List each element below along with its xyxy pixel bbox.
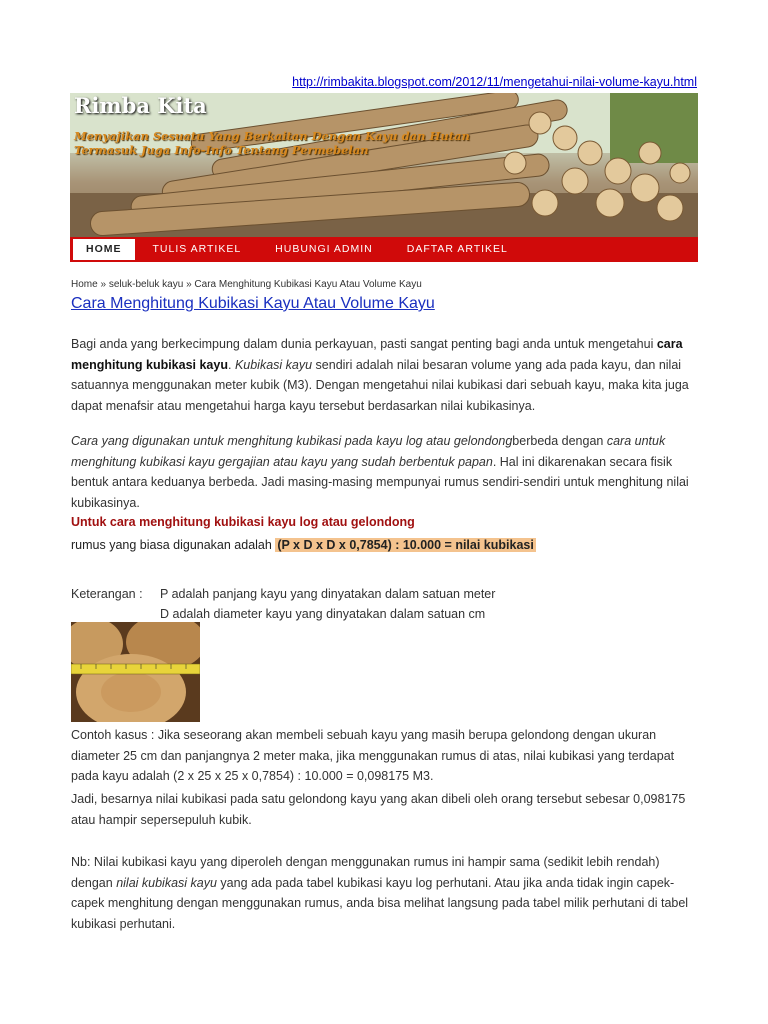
text: Bagi anda yang berkecimpung dalam dunia perkayuan, pasti sangat penting bagi anda untuk mengetahui (71, 337, 657, 351)
source-url-link[interactable]: http://rimbakita.blogspot.com/2012/11/mengetahui-nilai-volume-kayu.html (292, 75, 697, 89)
header-banner (70, 93, 698, 237)
breadcrumb-sep: » (100, 279, 107, 290)
log-measure-photo (71, 622, 200, 722)
bold-text: cara menghitung kubikasi kayu (71, 337, 683, 372)
nav-tulis-artikel[interactable]: TULIS ARTIKEL (152, 243, 242, 255)
text: Nb: Nilai kubikasi kayu yang diperoleh dengan menggunakan rumus ini hampir sama (sedikit lebih rendah) dengan (71, 855, 660, 890)
italic-text: Cara yang digunakan untuk menghitung kubikasi pada kayu log atau gelondong (71, 434, 513, 448)
paragraph-example: Contoh kasus : Jika seseorang akan membeli sebuah kayu yang masih berupa gelondong dengan ukuran diameter 25 cm dan panjangnya 2 meter maka, jika menggunakan rumus di atas, nilai kubikasi yang terdapat pada kayu adalah (2 x 25 x 25 x 0,7854) : 10.000 = 0,098175 M3. (71, 728, 675, 783)
paragraph-note (71, 852, 691, 934)
nav-home[interactable]: HOME (72, 238, 136, 261)
italic-text: Kubikasi kayu (234, 357, 313, 372)
tagline-line-1: Menyajikan Sesuatu Yang Berkaitan Dengan Kayu dan Hutan (74, 129, 470, 143)
formula-highlight: (P x D x D x 0,7854) : 10.000 = nilai kubikasi (277, 538, 534, 552)
text: sendiri adalah nilai besaran volume yang ada pada kayu, dan nilai satuannya menggunakan meter kubik (M3). Dengan mengetahui nilai kubikasi dari sebuah kayu, maka kita juga dapat menafsir atau mengetahui harga kayu tersebut berdasarkan nilai kubikasinya. (71, 357, 689, 413)
paragraph-conclusion: Jadi, besarnya nilai kubikasi pada satu gelondong kayu yang akan dibeli oleh orang tersebut sebesar 0,098175 atau hampir sepersepuluh kubik. (71, 792, 686, 827)
text: . (227, 357, 235, 372)
text: berbeda dengan (512, 434, 607, 448)
formula-line (71, 538, 536, 552)
post-title[interactable]: Cara Menghitung Kubikasi Kayu Atau Volume Kayu (71, 295, 435, 312)
italic-text: nilai kubikasi kayu (116, 875, 217, 890)
legend-def-p: P adalah panjang kayu yang dinyatakan dalam satuan meter (160, 587, 496, 601)
legend-def-d: D adalah diameter kayu yang dinyatakan dalam satuan cm (160, 607, 486, 621)
site-title[interactable]: Rimba Kita (74, 93, 207, 118)
breadcrumb-sep: » (186, 279, 192, 290)
log-end-image (71, 622, 200, 722)
nav-hubungi-admin[interactable]: HUBUNGI ADMIN (275, 243, 373, 255)
paragraph-difference (71, 431, 691, 513)
legend-label: Keterangan : (71, 587, 143, 601)
main-nav (70, 237, 698, 262)
tagline-line-2: Termasuk Juga Info-Info Tentang Permebelan (74, 143, 369, 157)
italic-text: cara untuk menghitung kubikasi kayu gergajian atau kayu yang sudah berbentuk papan (71, 434, 666, 469)
text: . Hal ini dikarenakan secara fisik bentuk antara keduanya berbeda. Jadi masing-masing mempunyai rumus sendiri-sendiri untuk menghitung nilai kubikasinya. (71, 454, 689, 510)
breadcrumb-category[interactable]: seluk-beluk kayu (108, 279, 184, 290)
formula-intro: rumus yang biasa digunakan adalah (71, 538, 276, 552)
text: yang ada pada tabel kubikasi kayu log perhutani. Atau jika anda tidak ingin capek-capek menghitung dengan menggunakan rumus, anda bisa melihat langsung pada tabel milik perhutani di tabel kubikasi perhutani. (71, 875, 689, 931)
section-subheading: Untuk cara menghitung kubikasi kayu log atau gelondong (71, 515, 415, 529)
breadcrumb (71, 279, 422, 290)
paragraph-intro (71, 334, 691, 416)
breadcrumb-home[interactable]: Home (71, 279, 98, 290)
nav-daftar-artikel[interactable]: DAFTAR ARTIKEL (406, 243, 508, 255)
site-tagline (74, 129, 470, 157)
breadcrumb-current: Cara Menghitung Kubikasi Kayu Atau Volume Kayu (194, 279, 422, 290)
